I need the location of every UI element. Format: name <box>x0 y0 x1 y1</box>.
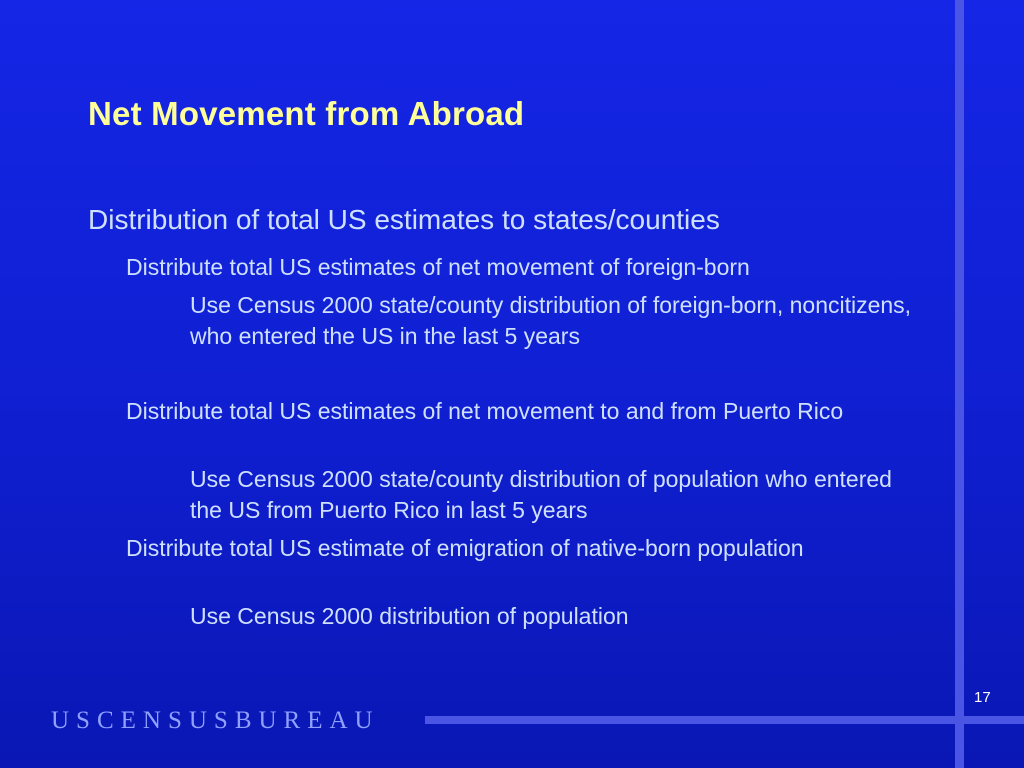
level2-bullet-foreign-born: Distribute total US estimates of net movement of foreign-born <box>126 254 750 280</box>
level1-bullet: Distribution of total US estimates to states/counties <box>88 204 720 235</box>
level2-bullet-puerto-rico: Distribute total US estimates of net movement to and from Puerto Rico <box>126 398 844 424</box>
horizontal-accent-line <box>425 716 1024 724</box>
level3-bullet-puerto-rico-detail: Use Census 2000 state/county distribution of population who entered the US from Puerto Rico in last 5 years <box>190 466 892 523</box>
level2-bullet-emigration: Distribute total US estimate of emigration of native-born population <box>126 535 804 561</box>
slide-title: Net Movement from Abroad <box>88 95 525 132</box>
level3-bullet-emigration-detail: Use Census 2000 distribution of population <box>190 603 629 629</box>
vertical-accent-line <box>955 0 964 768</box>
page-number: 17 <box>974 689 991 706</box>
level3-bullet-foreign-born-detail: Use Census 2000 state/county distribution of foreign-born, noncitizens, who entered the US in the last 5 years <box>190 292 912 349</box>
census-bureau-logo: USCENSUSBUREAU <box>51 707 380 734</box>
